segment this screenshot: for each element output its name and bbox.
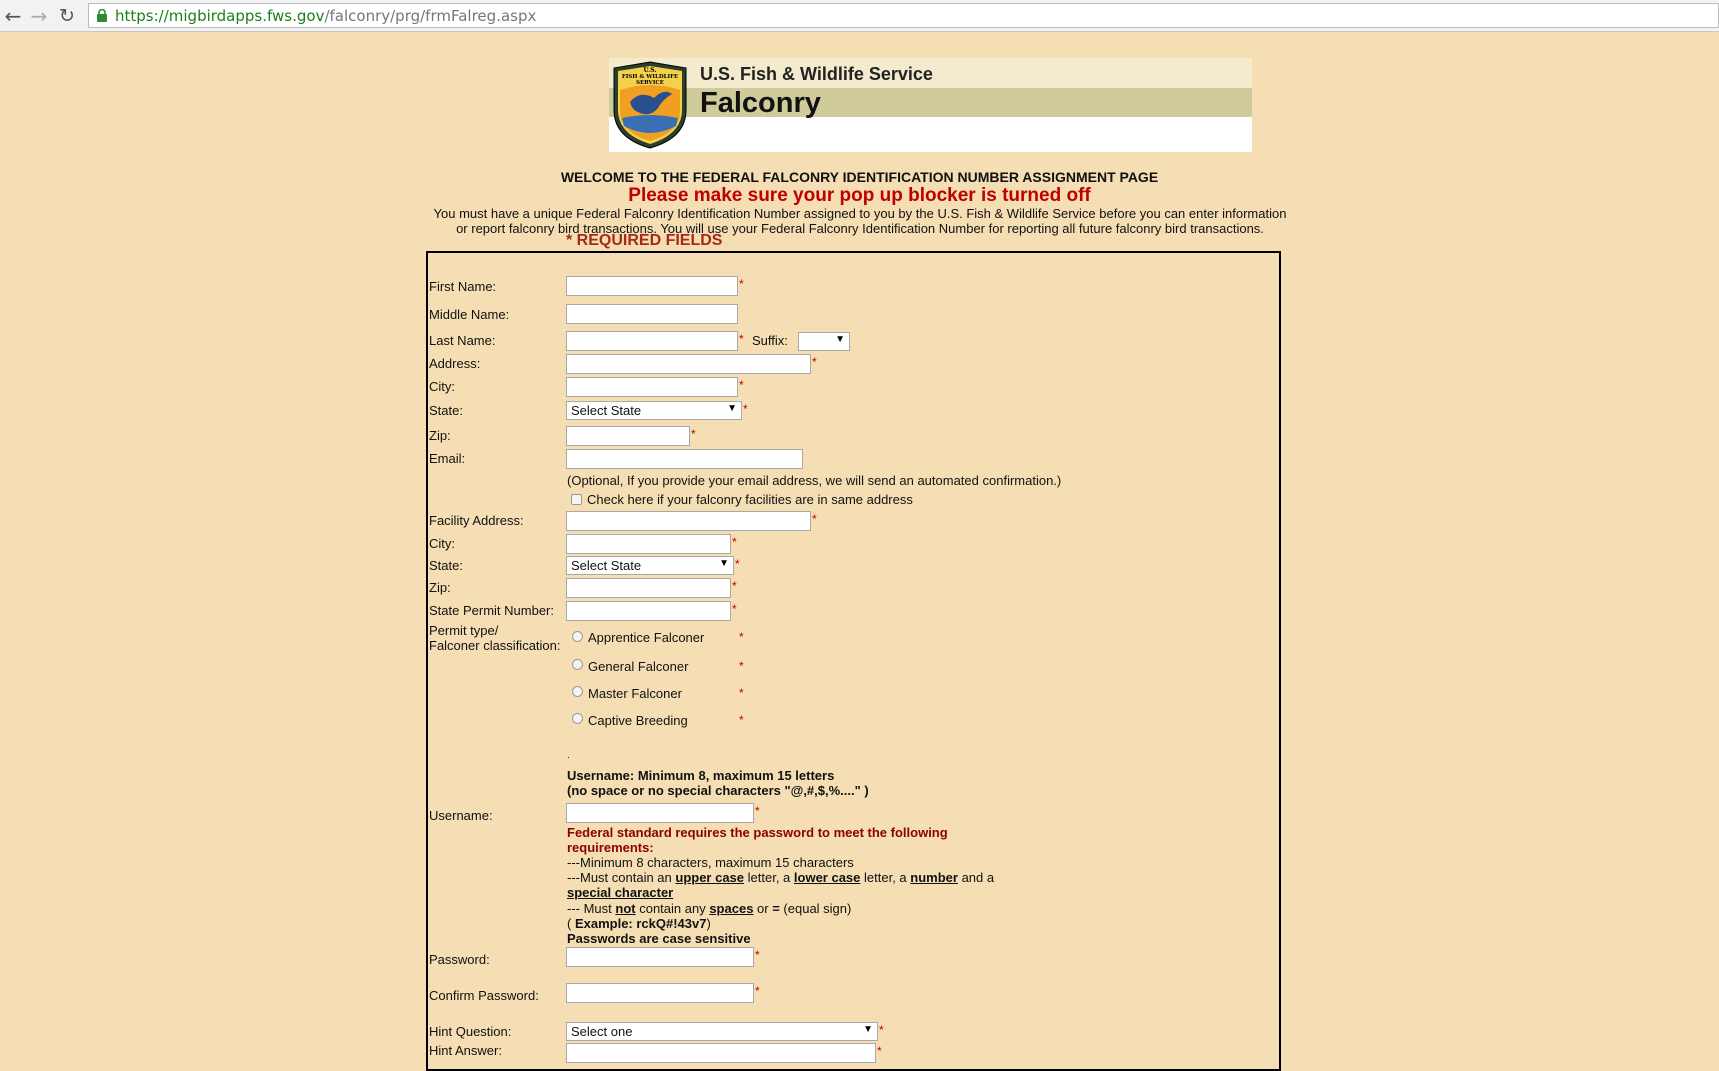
svg-text:U.S.: U.S. bbox=[643, 67, 657, 74]
facility-city-required-mark: * bbox=[732, 535, 737, 549]
facility-state-required-mark: * bbox=[735, 557, 740, 571]
letter-a-text: letter, a bbox=[744, 870, 794, 885]
facility-state-selected-value: Select State bbox=[571, 558, 642, 573]
fws-seal-icon bbox=[610, 60, 690, 150]
general-falconer-label[interactable]: General Falconer bbox=[588, 659, 689, 674]
svg-text:FISH & WILDLIFE: FISH & WILDLIFE bbox=[621, 74, 679, 80]
equals-term: = bbox=[772, 901, 780, 916]
url-host: https://migbirdapps.fws.gov bbox=[115, 7, 325, 25]
hint-question-required-mark: * bbox=[879, 1023, 884, 1037]
address-input[interactable] bbox=[566, 354, 811, 374]
state-label: State: bbox=[429, 403, 463, 418]
facility-zip-label: Zip: bbox=[429, 580, 451, 595]
same-address-checkbox[interactable] bbox=[571, 494, 582, 505]
example-open: ( bbox=[567, 916, 575, 931]
hint-question-select[interactable] bbox=[566, 1022, 878, 1041]
middle-name-label: Middle Name: bbox=[429, 307, 510, 322]
number-term: number bbox=[910, 870, 958, 885]
permit-type-label: Permit type/ bbox=[429, 623, 499, 638]
zip-input[interactable] bbox=[566, 426, 690, 446]
state-permit-input[interactable] bbox=[566, 601, 731, 621]
chevron-down-icon: ▼ bbox=[719, 558, 729, 569]
url-text[interactable] bbox=[115, 7, 536, 25]
contain-any-text: contain any bbox=[635, 901, 710, 916]
falconer-classification-label: Falconer classification: bbox=[429, 638, 561, 653]
facility-zip-required-mark: * bbox=[732, 579, 737, 593]
username-rule-line-1 bbox=[567, 768, 834, 783]
special-character-term: special character bbox=[567, 885, 674, 900]
intro-text bbox=[425, 206, 1295, 236]
contain-prefix: ---Must contain an bbox=[567, 870, 676, 885]
first-name-input[interactable] bbox=[566, 276, 738, 296]
apprentice-required-mark: * bbox=[739, 630, 744, 644]
middle-name-input[interactable] bbox=[566, 304, 738, 324]
master-required-mark: * bbox=[739, 686, 744, 700]
username-required-mark: * bbox=[755, 804, 760, 818]
facility-zip-input[interactable] bbox=[566, 578, 731, 598]
hint-question-selected-value: Select one bbox=[571, 1024, 633, 1039]
hint-answer-required-mark: * bbox=[877, 1044, 882, 1058]
username-label: Username: bbox=[429, 808, 493, 823]
facility-address-input[interactable] bbox=[566, 511, 811, 531]
suffix-label: Suffix: bbox=[752, 333, 788, 348]
federal-standard-line-1: Federal standard requires the password to meet the following bbox=[567, 825, 948, 840]
address-bar[interactable] bbox=[88, 3, 1719, 28]
password-label: Password: bbox=[429, 952, 490, 967]
chevron-down-icon: ▼ bbox=[863, 1024, 873, 1035]
back-arrow-icon[interactable]: ← bbox=[4, 4, 22, 28]
facility-city-label: City: bbox=[429, 536, 455, 551]
url-path: /falconry/prg/frmFalreg.aspx bbox=[324, 7, 537, 25]
hint-question-label: Hint Question: bbox=[429, 1024, 512, 1039]
last-name-input[interactable] bbox=[566, 331, 738, 351]
email-note: (Optional, If you provide your email address, we will send an automated confirmation.) bbox=[567, 473, 1062, 488]
svg-text:SERVICE: SERVICE bbox=[636, 80, 664, 86]
address-label: Address: bbox=[429, 356, 481, 371]
password-length-rule: ---Minimum 8 characters, maximum 15 characters bbox=[567, 855, 854, 870]
federal-standard-line-2: requirements: bbox=[567, 840, 654, 855]
captive-breeding-label[interactable]: Captive Breeding bbox=[588, 713, 688, 728]
last-name-required-mark: * bbox=[739, 332, 744, 346]
password-input[interactable] bbox=[566, 947, 754, 967]
address-required-mark: * bbox=[812, 355, 817, 369]
facility-address-label: Facility Address: bbox=[429, 513, 524, 528]
required-fields-heading: * REQUIRED FIELDS bbox=[566, 232, 723, 249]
password-not-rule bbox=[567, 901, 851, 916]
confirm-password-input[interactable] bbox=[566, 983, 754, 1003]
first-name-required-mark: * bbox=[739, 277, 744, 291]
lock-icon bbox=[96, 9, 108, 22]
username-rule-line-2: (no space or no special characters "@,#,$,%...." ) bbox=[567, 783, 869, 798]
zip-required-mark: * bbox=[691, 427, 696, 441]
facility-city-input[interactable] bbox=[566, 534, 731, 554]
username-rule-prefix: Username bbox=[567, 768, 630, 783]
city-input[interactable] bbox=[566, 377, 738, 397]
same-address-label[interactable]: Check here if your falconry facilities are in same address bbox=[587, 492, 913, 507]
confirm-password-required-mark: * bbox=[755, 984, 760, 998]
chevron-down-icon: ▼ bbox=[835, 334, 845, 345]
state-select[interactable] bbox=[566, 401, 742, 420]
upper-case-term: upper case bbox=[675, 870, 745, 885]
site-banner bbox=[609, 58, 1252, 152]
first-name-label: First Name: bbox=[429, 279, 497, 294]
zip-label: Zip: bbox=[429, 428, 451, 443]
city-required-mark: * bbox=[739, 378, 744, 392]
or-text: or bbox=[753, 901, 773, 916]
confirm-password-label: Confirm Password: bbox=[429, 988, 539, 1003]
browser-toolbar bbox=[0, 0, 1719, 32]
email-input[interactable] bbox=[566, 449, 803, 469]
equal-sign-text: (equal sign) bbox=[779, 901, 852, 916]
program-name: Falconry bbox=[700, 87, 821, 119]
facility-state-select[interactable] bbox=[566, 556, 734, 575]
intro-line-1: You must have a unique Federal Falconry Identification Number assigned to you by the U.S. Fish & Wildlife Service before you can enter information bbox=[433, 206, 1287, 221]
state-permit-label: State Permit Number: bbox=[429, 603, 554, 618]
captive-breeding-required-mark: * bbox=[739, 713, 744, 727]
hint-answer-label: Hint Answer: bbox=[429, 1043, 502, 1058]
suffix-select[interactable] bbox=[798, 332, 850, 351]
password-example bbox=[567, 916, 711, 931]
lower-case-term: lower case bbox=[793, 870, 861, 885]
registration-form bbox=[426, 251, 1281, 1071]
master-falconer-radio[interactable] bbox=[572, 686, 583, 697]
general-falconer-radio[interactable] bbox=[572, 659, 583, 670]
popup-warning: Please make sure your pop up blocker is turned off bbox=[628, 185, 1091, 206]
hint-answer-input[interactable] bbox=[566, 1043, 876, 1063]
spacer-dot: . bbox=[567, 750, 570, 761]
letter-b-text: letter, a bbox=[860, 870, 911, 885]
city-label: City: bbox=[429, 379, 455, 394]
email-label: Email: bbox=[429, 451, 466, 466]
captive-breeding-radio[interactable] bbox=[572, 713, 583, 724]
facility-state-label: State: bbox=[429, 558, 463, 573]
welcome-heading: WELCOME TO THE FEDERAL FALCONRY IDENTIFICATION NUMBER ASSIGNMENT PAGE bbox=[560, 169, 1159, 185]
agency-name: U.S. Fish & Wildlife Service bbox=[700, 64, 933, 84]
state-permit-required-mark: * bbox=[732, 602, 737, 616]
facility-address-required-mark: * bbox=[812, 512, 817, 526]
example-close: ) bbox=[706, 916, 711, 931]
page bbox=[0, 33, 1719, 1058]
reload-icon[interactable]: ↻ bbox=[59, 5, 75, 27]
not-term: not bbox=[615, 901, 636, 916]
intro-line-2: or report falconry bird transactions. You will use your Federal Falconry Identification Number for reporting all future falconry bird transactions. bbox=[456, 221, 1264, 236]
and-a-text: and a bbox=[957, 870, 995, 885]
case-sensitive-note: Passwords are case sensitive bbox=[567, 931, 751, 946]
username-rule-text: : Minimum 8, maximum 15 letters bbox=[629, 768, 835, 783]
example-text: Example: rckQ#!43v7 bbox=[574, 916, 707, 931]
chevron-down-icon: ▼ bbox=[727, 403, 737, 414]
username-input[interactable] bbox=[566, 803, 754, 823]
password-contain-rule bbox=[567, 870, 994, 885]
forward-arrow-icon[interactable]: → bbox=[30, 4, 48, 28]
not-prefix: --- Must bbox=[567, 901, 616, 916]
apprentice-falconer-radio[interactable] bbox=[572, 631, 583, 642]
spaces-term: spaces bbox=[709, 901, 754, 916]
master-falconer-label[interactable]: Master Falconer bbox=[588, 686, 682, 701]
password-required-mark: * bbox=[755, 948, 760, 962]
apprentice-falconer-label[interactable]: Apprentice Falconer bbox=[588, 630, 705, 645]
state-required-mark: * bbox=[743, 402, 748, 416]
general-required-mark: * bbox=[739, 659, 744, 673]
last-name-label: Last Name: bbox=[429, 333, 496, 348]
state-selected-value: Select State bbox=[571, 403, 642, 418]
